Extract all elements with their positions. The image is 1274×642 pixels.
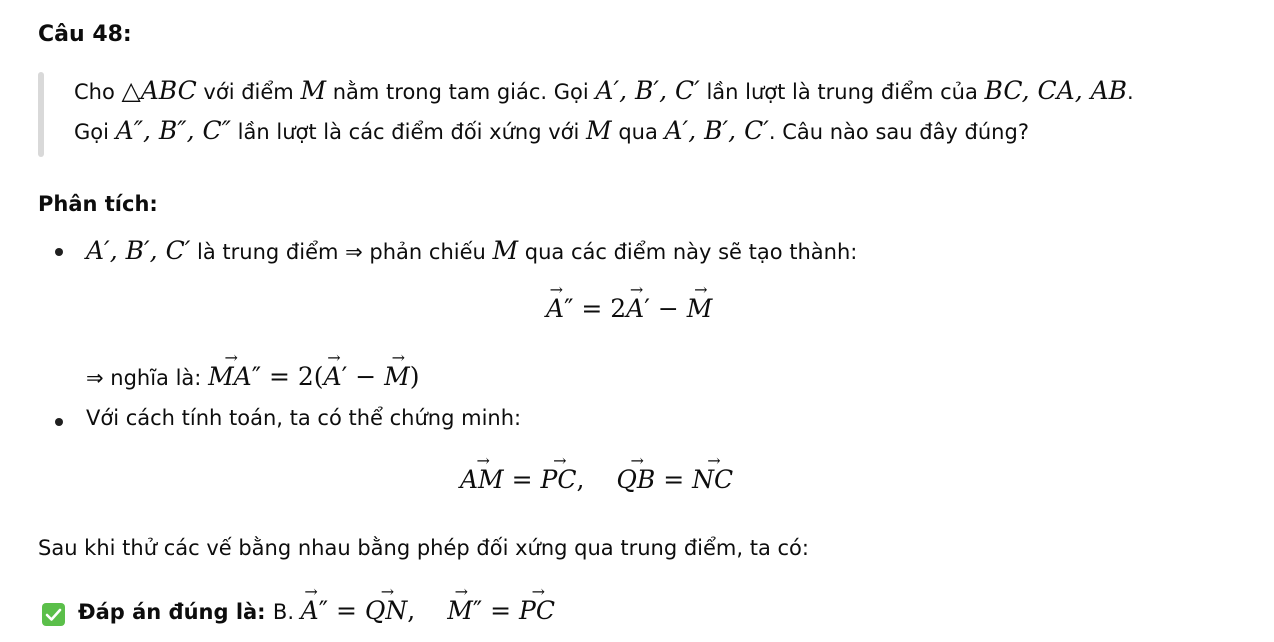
bullet-dot xyxy=(55,418,63,426)
question-heading: Câu 48: xyxy=(38,22,132,47)
question-line-2: Gọi A″, B″, C″ lần lượt là các điểm đối xứng với M qua A′, B′, C′. Câu nào sau đây đúng? xyxy=(74,116,1029,145)
check-icon xyxy=(42,603,65,626)
analysis-bullet-2: Với cách tính toán, ta có thể chứng minh: xyxy=(86,406,522,430)
analysis-title: Phân tích: xyxy=(38,192,158,216)
implies-line: ⇒ nghĩa là: → MA″ = 2(→ A′ − → M) xyxy=(86,362,420,391)
answer-line: Đáp án đúng là: B. → A″ = → QN,→ M″ = → PC xyxy=(78,596,555,625)
conclusion-text: Sau khi thử các vế bằng nhau bằng phép đối xứng qua trung điểm, ta có: xyxy=(38,536,809,560)
blockquote-bar xyxy=(38,72,44,157)
analysis-bullet-1: A′, B′, C′ là trung điểm ⇒ phản chiếu M qua các điểm này sẽ tạo thành: xyxy=(86,236,858,265)
equation-vectors: → AM = → PC,→ QB = → NC xyxy=(460,465,733,494)
equation-reflection: → A″ = 2→ A′ − → M xyxy=(546,294,712,323)
bullet-dot xyxy=(55,248,63,256)
question-line-1: Cho △ABC với điểm M nằm trong tam giác. Gọi A′, B′, C′ lần lượt là trung điểm của BC, CA, AB. xyxy=(74,76,1134,105)
